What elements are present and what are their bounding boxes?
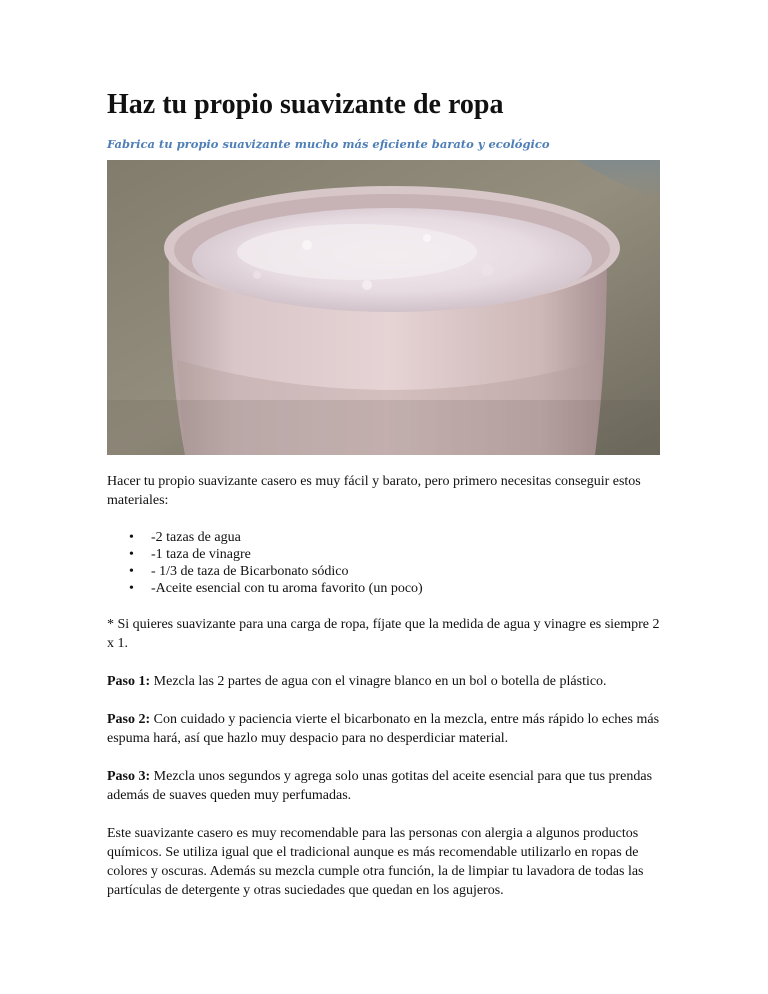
step-label: Paso 1: (107, 674, 151, 689)
step-label: Paso 3: (107, 769, 151, 784)
step-2 (107, 710, 667, 748)
list-item: • -Aceite esencial con tu aroma favorito (un poco) (151, 580, 667, 597)
step-label: Paso 2: (107, 712, 151, 727)
closing-paragraph: Este suavizante casero es muy recomendable para las personas con alergia a algunos productos químicos. Se utiliza igual que el tradicional aunque es más recomendable utilizarlo en ropas de colores y oscuras. Además su mezcla cumple otra función, la de limpiar tu lavadora de todas las partículas de detergente y otras suciedades que quedan en los agujeros. (107, 826, 644, 898)
materials-list (107, 529, 667, 597)
page-subtitle: Fabrica tu propio suavizante mucho más eficiente barato y ecológico (107, 137, 550, 151)
softener-photo (107, 160, 660, 455)
step-3 (107, 767, 667, 805)
step-1 (107, 672, 667, 691)
list-item: • - 1/3 de taza de Bicarbonato sódico (151, 563, 667, 580)
page-title: Haz tu propio suavizante de ropa (107, 89, 504, 120)
step-text: Mezcla unos segundos y agrega solo unas gotitas del aceite esencial para que tus prendas además de suaves queden muy perfumadas. (107, 769, 653, 803)
intro-paragraph: Hacer tu propio suavizante casero es muy fácil y barato, pero primero necesitas conseguir estos materiales: (107, 474, 641, 508)
note-paragraph: * Si quieres suavizante para una carga de ropa, fíjate que la medida de agua y vinagre es siempre 2 x 1. (107, 617, 660, 651)
article-body (107, 472, 667, 919)
step-text: Mezcla las 2 partes de agua con el vinagre blanco en un bol o botella de plástico. (150, 674, 607, 689)
step-text: Con cuidado y paciencia vierte el bicarbonato en la mezcla, entre más rápido lo eches más espuma hará, así que hazlo muy despacio para no desperdiciar material. (107, 712, 660, 746)
list-item: • -2 tazas de agua (151, 529, 667, 546)
list-item: • -1 taza de vinagre (151, 546, 667, 563)
